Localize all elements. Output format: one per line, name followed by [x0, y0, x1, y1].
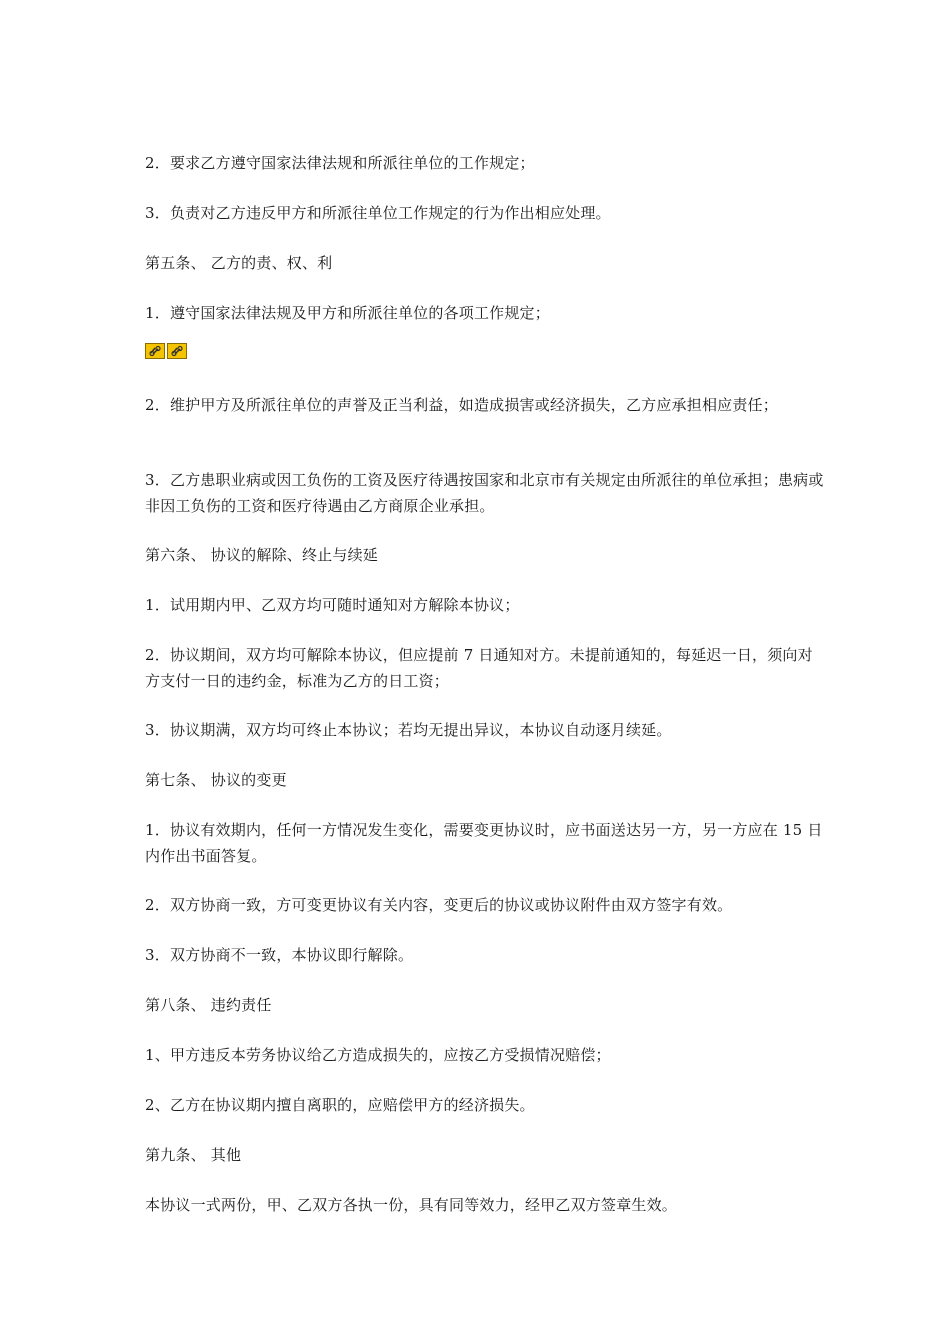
clause-paragraph: 1．遵守国家法律法规及甲方和所派往单位的各项工作规定；	[145, 304, 550, 322]
link-icon[interactable]	[145, 343, 165, 359]
section-heading: 第七条、 协议的变更	[145, 771, 287, 789]
section-heading: 第八条、 违约责任	[145, 996, 272, 1014]
embedded-icons	[145, 343, 187, 361]
clause-paragraph: 3．协议期满，双方均可终止本协议；若均无提出异议，本协议自动逐月续延。	[145, 721, 672, 739]
clause-paragraph: 2．协议期间，双方均可解除本协议，但应提前 7 日通知对方。未提前通知的，每延迟一日，须向对方支付一日的违约金，标准为乙方的日工资；	[145, 646, 813, 690]
clause-paragraph: 3．负责对乙方违反甲方和所派往单位工作规定的行为作出相应处理。	[145, 204, 611, 222]
section-heading: 第六条、 协议的解除、终止与续延	[145, 546, 378, 564]
clause-paragraph: 3．乙方患职业病或因工负伤的工资及医疗待遇按国家和北京市有关规定由所派往的单位承担；患病或非因工负伤的工资和医疗待遇由乙方商原企业承担。	[145, 471, 824, 515]
clause-paragraph: 3．双方协商不一致，本协议即行解除。	[145, 946, 414, 964]
clause-paragraph: 本协议一式两份，甲、乙双方各执一份，具有同等效力，经甲乙双方签章生效。	[145, 1196, 678, 1214]
section-heading: 第五条、 乙方的责、权、利	[145, 254, 333, 272]
clause-paragraph: 2、乙方在协议期内擅自离职的，应赔偿甲方的经济损失。	[145, 1096, 535, 1114]
section-heading: 第九条、 其他	[145, 1146, 242, 1164]
clause-paragraph: 2．双方协商一致，方可变更协议有关内容，变更后的协议或协议附件由双方签字有效。	[145, 896, 733, 914]
clause-paragraph: 1、甲方违反本劳务协议给乙方造成损失的，应按乙方受损情况赔偿；	[145, 1046, 611, 1064]
link-icon[interactable]	[167, 343, 187, 359]
clause-paragraph: 1．协议有效期内，任何一方情况发生变化，需要变更协议时，应书面送达另一方，另一方应在 15 日内作出书面答复。	[145, 821, 823, 865]
clause-paragraph: 2．要求乙方遵守国家法律法规和所派往单位的工作规定；	[145, 154, 535, 172]
clause-paragraph: 2．维护甲方及所派往单位的声誉及正当利益，如造成损害或经济损失，乙方应承担相应责任；	[145, 396, 778, 414]
clause-paragraph: 1．试用期内甲、乙双方均可随时通知对方解除本协议；	[145, 596, 520, 614]
